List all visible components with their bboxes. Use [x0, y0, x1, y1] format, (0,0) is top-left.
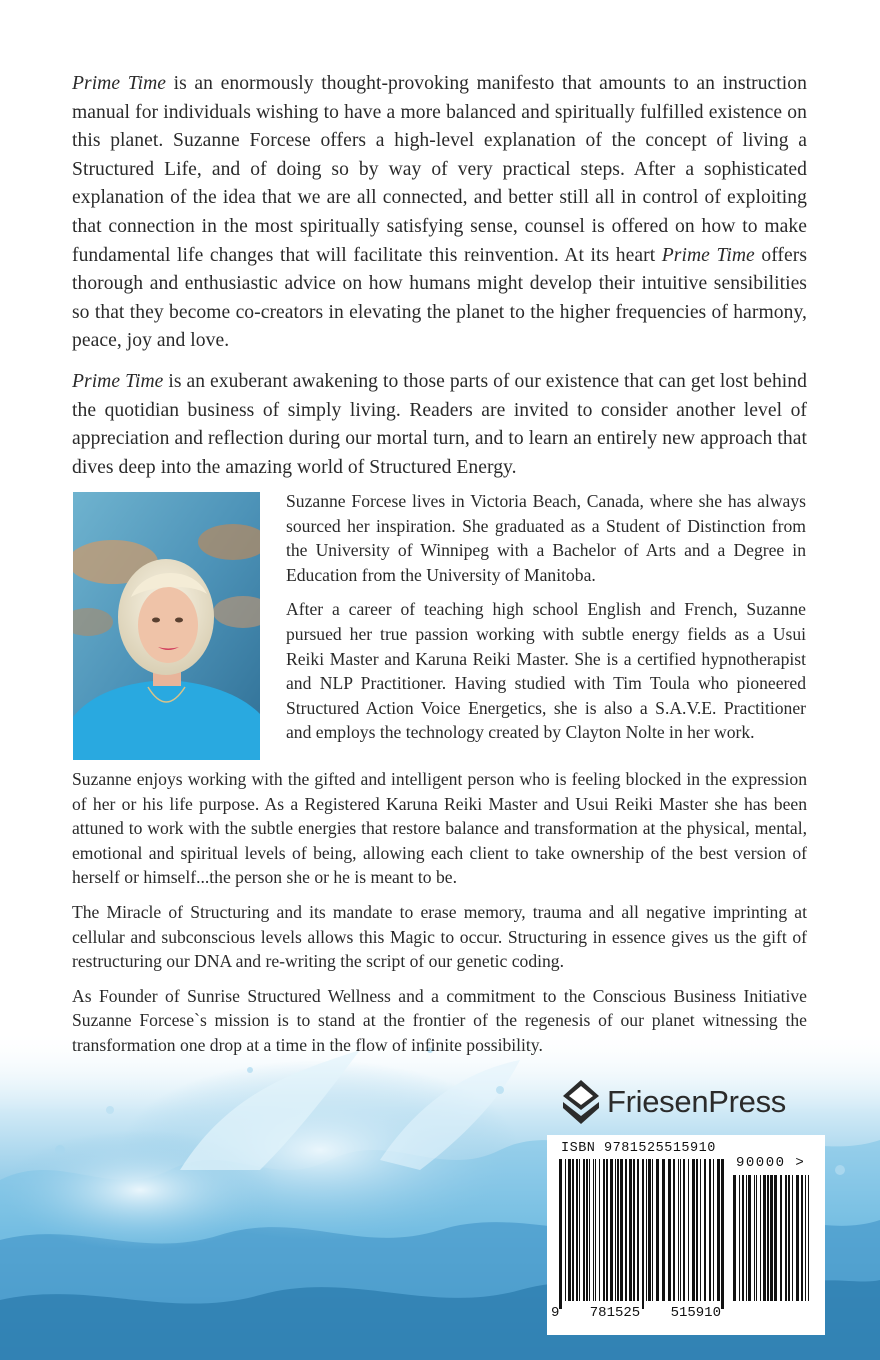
barcode-bar: [642, 1159, 644, 1309]
barcode-bar: [742, 1175, 744, 1301]
barcode-bar: [808, 1175, 809, 1301]
addon-bars: [733, 1175, 811, 1309]
barcode-bar: [774, 1175, 777, 1301]
author-photo: [73, 492, 260, 760]
isbn-label: ISBN 9781525515910: [561, 1141, 716, 1156]
barcode-bar: [805, 1175, 806, 1301]
barcode-bar: [625, 1159, 627, 1301]
barcode-bar: [801, 1175, 803, 1301]
barcode-bar: [599, 1159, 600, 1301]
barcode-bar: [568, 1159, 571, 1301]
barcode-bar: [780, 1175, 782, 1301]
barcode-bar: [610, 1159, 613, 1301]
barcode-bar: [713, 1159, 714, 1301]
barcode-bar: [792, 1175, 793, 1301]
author-bio-full: [72, 767, 807, 1068]
barcode-bar: [606, 1159, 608, 1301]
barcode-bar: [572, 1159, 574, 1301]
barcode-bar: [595, 1159, 596, 1301]
barcode-bar: [721, 1159, 724, 1309]
barcode-bar: [576, 1159, 578, 1301]
barcode-bar: [586, 1159, 588, 1301]
barcode-bar: [579, 1159, 580, 1301]
barcode-bar: [696, 1159, 698, 1301]
barcode-bar: [583, 1159, 585, 1301]
barcode-bar: [680, 1159, 681, 1301]
barcode-bar: [763, 1175, 766, 1301]
bio-paragraph: As Founder of Sunrise Structured Wellness and a commitment to the Conscious Business Initiative Suzanne Forcese`s mission is to stand at the frontier of the regenesis of our planet witnessing the transformation one drop at a time in the flow of infinite possibility.: [72, 985, 807, 1055]
barcode-bar: [754, 1175, 755, 1301]
barcode-bar: [617, 1159, 619, 1301]
bio-paragraph: Suzanne Forcese lives in Victoria Beach, Canada, where she has always sourced her inspiration. She graduated as a Student of Distinction from the University of Winnipeg with a Bachelor of Arts and a Degree in Education from the University of Manitoba.: [286, 491, 806, 585]
barcode-bar: [646, 1159, 647, 1301]
barcode-bar: [700, 1159, 701, 1301]
barcode-bar: [668, 1159, 671, 1301]
barcode-bar: [717, 1159, 720, 1301]
barcode-bar: [709, 1159, 711, 1301]
barcode-bar: [615, 1159, 616, 1301]
barcode-bar: [620, 1159, 623, 1301]
bio-paragraph: After a career of teaching high school English and French, Suzanne pursued her true passion working with subtle energy fields as a Usui Reiki Master and Karuna Reiki Master. She is a certified hypnotherapist and NLP Practitioner. Having studied with Tim Toula who pioneered Structured Action Voice Energetics, she is also a S.A.V.E. Practitioner and employs the technology created by Clayton Nolte in her work.: [286, 599, 806, 743]
barcode-bar: [739, 1175, 740, 1301]
isbn-digits: 9 781525 515910: [551, 1305, 721, 1321]
description-paragraph: Prime Time is an exuberant awakening to those parts of our existence that can get lost behind the quotidian business of simply living. Readers are invited to consider another level of appreciation and reflection during our mortal turn, and to learn an entirely new approach that dives deep into the amazing world of Structured Energy.: [72, 370, 807, 478]
barcode-bar: [648, 1159, 651, 1301]
barcode-bar: [704, 1159, 706, 1301]
barcode-bar: [662, 1159, 665, 1301]
barcode-bar: [637, 1159, 639, 1301]
barcode-bar: [796, 1175, 799, 1301]
barcode-bar: [559, 1159, 562, 1309]
barcode-bar: [756, 1175, 757, 1301]
book-description: [72, 70, 807, 494]
publisher-mark-icon: [563, 1080, 599, 1124]
barcode-bar: [683, 1159, 685, 1301]
description-paragraph: Prime Time is an enormously thought-provoking manifesto that amounts to an instruction manual for individuals wishing to have a more balanced and spiritually fulfilled existence on this planet. Suzanne Forcese offers a high-level explanation of the concept of living a Structured Life, and of doing so by way of very practical steps. After a sophisticated explanation of the idea that we are all connected, and better still all in control of exploiting that connection in the most spiritually satisfying sense, counsel is offered on how to make fundamental life changes that will facilitate this reinvention. At its heart Prime Time offers thorough and enthusiastic advice on how humans might develop their intuitive sensibilities so that they become co-creators in elevating the planet to the higher frequencies of harmony, peace, joy and love.: [72, 73, 807, 352]
author-bio-side: [286, 489, 806, 755]
publisher-logo: [563, 1080, 786, 1124]
ean-bars: [559, 1159, 727, 1309]
price-code: 90000 >: [736, 1155, 806, 1171]
barcode-bar: [748, 1175, 751, 1301]
barcode-bar: [603, 1159, 605, 1301]
barcode-bar: [688, 1159, 689, 1301]
barcode-bar: [767, 1175, 769, 1301]
barcode-bar: [656, 1159, 659, 1301]
book-title: Prime Time: [661, 244, 755, 266]
barcode-bar: [629, 1159, 632, 1301]
bio-paragraph: The Miracle of Structuring and its mandate to erase memory, trauma and all negative imprinting at cellular and subconscious levels allows this Magic to occur. Structuring in essence gives us the gift of restructuring our DNA and re-writing the script of our genetic coding.: [72, 901, 807, 972]
publisher-name: FriesenPress: [607, 1084, 787, 1119]
barcode-bar: [673, 1159, 675, 1301]
bio-paragraph: Suzanne enjoys working with the gifted and intelligent person who is feeling blocked in the expression of her or his life purpose. As a Registered Karuna Reiki Master and Usui Reiki Master she has been attuned to work with the subtle energies that restore balance and transformation at the physical, mental, emotional and spiritual levels of being, allowing each client to take ownership of the best version of herself or himself...the person she or he is meant to be.: [72, 769, 807, 888]
barcode-bar: [760, 1175, 761, 1301]
barcode-bar: [770, 1175, 773, 1301]
book-title: Prime Time: [72, 370, 164, 392]
barcode-bar: [788, 1175, 790, 1301]
barcode-bar: [593, 1159, 594, 1301]
barcode-bar: [678, 1159, 679, 1301]
isbn-barcode: [547, 1135, 825, 1335]
barcode-bar: [589, 1159, 590, 1301]
barcode-bar: [633, 1159, 635, 1301]
barcode-bar: [565, 1159, 566, 1301]
barcode-bar: [733, 1175, 736, 1301]
barcode-bar: [652, 1159, 653, 1301]
barcode-bar: [785, 1175, 787, 1301]
barcode-bar: [746, 1175, 747, 1301]
barcode-bar: [692, 1159, 695, 1301]
book-title: Prime Time: [72, 73, 167, 94]
